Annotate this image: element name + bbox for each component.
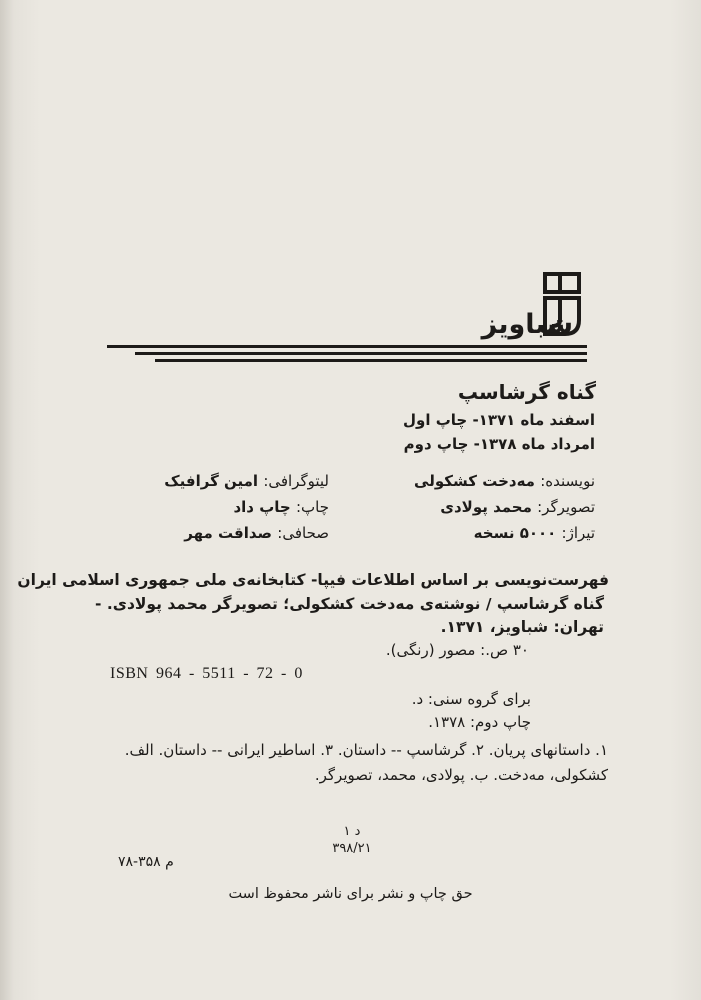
logo-rules	[107, 345, 587, 366]
binding-label: صحافی:	[277, 524, 329, 542]
subjects-line-1: ۱. داستانهای پریان. ۲. گرشاسپ -- داستان. ۳. اساطیر ایرانی -- داستان. الف.	[124, 741, 608, 759]
rule-line	[135, 352, 587, 355]
cip-line-3: ۳۰ ص.: مصور (رنگی).	[385, 641, 529, 659]
litho-line	[164, 472, 329, 490]
litho-label: لیتوگرافی:	[263, 472, 329, 490]
binding-line	[184, 524, 329, 542]
publisher-logo-text: شباویز	[481, 309, 573, 340]
print-run-line	[474, 524, 595, 542]
cip-line-2: تهران: شباویز، ۱۳۷۱.	[440, 618, 604, 636]
author-label: نویسنده:	[540, 472, 595, 490]
second-print-year: چاپ دوم: ۱۳۷۸.	[428, 713, 531, 731]
book-title: گناه گرشاسپ	[457, 380, 596, 404]
printer-value: چاپ داد	[233, 498, 291, 516]
first-edition: اسفند ماه ۱۳۷۱- چاپ اول	[403, 411, 595, 429]
binding-value: صداقت مهر	[184, 524, 273, 542]
national-library-number: م ۳۵۸-۷۸	[118, 854, 174, 870]
isbn: ISBN 964 - 5511 - 72 - 0	[110, 665, 303, 682]
printer-line	[233, 498, 329, 516]
illustrator-line	[440, 498, 595, 516]
illustrator-name: محمد پولادی	[440, 498, 532, 516]
cip-heading: فهرست‌نویسی بر اساس اطلاعات فیپا- کتابخانه‌ی ملی جمهوری اسلامی ایران	[17, 571, 609, 589]
author-name: مه‌دخت کشکولی	[414, 472, 535, 490]
author-line	[414, 472, 595, 490]
subjects-line-2: کشکولی، مه‌دخت. ب. پولادی، محمد، تصویرگر.	[314, 766, 608, 784]
ddc-line-1: د ۱	[343, 824, 361, 839]
printer-label: چاپ:	[295, 498, 329, 516]
cip-line-1: گناه گرشاسپ / نوشته‌ی مه‌دخت کشکولی؛ تصویرگر محمد پولادی. -	[95, 595, 604, 613]
litho-value: امین گرافیک	[164, 472, 259, 490]
print-run-value: ۵۰۰۰ نسخه	[473, 524, 557, 542]
ddc-classification	[322, 823, 382, 857]
copyright-notice: حق چاپ و نشر برای ناشر محفوظ است	[228, 886, 473, 902]
rule-line	[155, 359, 587, 362]
second-edition: امرداد ماه ۱۳۷۸- چاپ دوم	[403, 435, 595, 453]
ddc-line-2: ۳۹۸/۲۱	[332, 841, 372, 856]
print-run-label: تیراژ:	[561, 524, 595, 542]
age-group: برای گروه سنی: د.	[411, 690, 531, 708]
illustrator-label: تصویرگر:	[537, 498, 595, 516]
rule-line	[107, 345, 587, 348]
